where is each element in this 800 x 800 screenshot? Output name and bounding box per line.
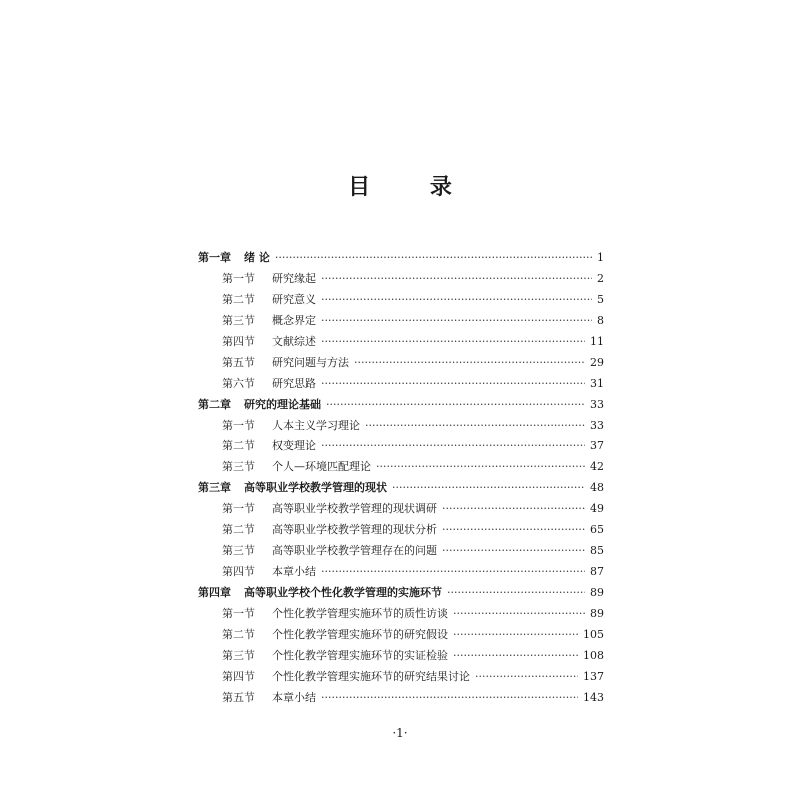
toc-chapter-entry [198,478,604,499]
toc-entry-title: 高等职业学校教学管理的现状调研 [272,502,437,516]
page-number: ·1· [392,726,408,740]
toc-entry-number: 第一节 [222,502,255,516]
dot-leader [321,562,585,583]
toc-entry-page: 89 [590,586,604,599]
toc-entry-title: 文献综述 [272,334,316,348]
toc-section-entry [198,562,604,583]
toc-section-entry [198,688,604,709]
toc-entry-number: 第三节 [222,648,255,662]
toc-entry-number: 第四节 [222,669,255,683]
toc-section-entry [198,353,604,374]
table-of-contents [198,248,604,709]
toc-entry-page: 65 [590,523,604,537]
toc-entry-number: 第三节 [222,460,255,474]
toc-section-entry [198,269,604,290]
toc-entry-number: 第三章 [198,481,231,495]
toc-entry-number: 第五节 [222,690,255,704]
dot-leader [354,353,585,374]
toc-section-entry [198,604,604,625]
page-title: 目 录 [348,175,478,200]
toc-entry-number: 第一节 [222,418,255,432]
toc-section-entry [198,646,604,667]
toc-entry-page: 2 [597,271,604,285]
toc-section-entry [198,374,604,395]
dot-leader [475,667,578,688]
toc-entry-title: 个性化教学管理实施环节的研究结果讨论 [272,669,470,683]
toc-entry-title: 研究意义 [272,292,316,306]
toc-section-entry [198,520,604,541]
toc-entry-title: 高等职业学校个性化教学管理的实施环节 [244,586,442,599]
toc-entry-page: 5 [597,292,604,306]
toc-entry-title: 高等职业学校教学管理存在的问题 [272,544,437,558]
toc-section-entry [198,416,604,437]
toc-chapter-entry [198,583,604,604]
toc-entry-page: 31 [590,376,604,390]
toc-section-entry [198,499,604,520]
toc-entry-title: 本章小结 [272,565,316,579]
toc-entry-title: 概念界定 [272,313,316,327]
toc-entry-number: 第四章 [198,586,231,599]
toc-section-entry [198,332,604,353]
toc-entry-title: 个人—环境匹配理论 [272,460,371,474]
dot-leader [321,332,585,353]
toc-entry-page: 49 [590,502,604,516]
toc-section-entry [198,625,604,646]
toc-entry-title: 高等职业学校教学管理的现状分析 [272,523,437,537]
toc-entry-page: 143 [583,690,604,704]
toc-entry-page: 48 [590,481,604,495]
toc-entry-page: 8 [597,313,604,327]
toc-entry-number: 第四节 [222,334,255,348]
dot-leader [453,646,578,667]
dot-leader [365,416,585,437]
toc-entry-number: 第四节 [222,565,255,579]
toc-entry-title: 权变理论 [272,439,316,453]
toc-entry-title: 人本主义学习理论 [272,418,360,432]
dot-leader [453,604,585,625]
toc-entry-title: 研究问题与方法 [272,355,349,369]
toc-entry-number: 第二节 [222,292,255,306]
toc-entry-number: 第五节 [222,355,255,369]
toc-entry-page: 108 [583,648,604,662]
toc-entry-page: 89 [590,606,604,620]
toc-entry-number: 第二节 [222,523,255,537]
dot-leader [321,290,592,311]
toc-entry-page: 105 [583,627,604,641]
toc-entry-number: 第一节 [222,606,255,620]
toc-entry-page: 11 [590,334,604,348]
toc-entry-page: 33 [590,418,604,432]
toc-section-entry [198,667,604,688]
dot-leader [442,541,585,562]
dot-leader [392,478,585,499]
toc-entry-title: 研究缘起 [272,271,316,285]
toc-entry-number: 第一章 [198,251,231,264]
toc-section-entry [198,436,604,457]
toc-entry-page: 37 [590,439,604,453]
dot-leader [326,395,585,416]
toc-section-entry [198,541,604,562]
toc-chapter-entry [198,395,604,416]
dot-leader [321,436,585,457]
toc-entry-title: 本章小结 [272,690,316,704]
toc-entry-page: 87 [590,565,604,579]
toc-entry-page: 42 [590,460,604,474]
toc-entry-page: 137 [583,669,604,683]
toc-entry-page: 33 [590,397,604,411]
dot-leader [321,269,592,290]
toc-entry-number: 第六节 [222,376,255,390]
dot-leader [275,248,592,269]
toc-entry-number: 第二节 [222,439,255,453]
dot-leader [376,457,585,478]
toc-section-entry [198,311,604,332]
toc-entry-title: 个性化教学管理实施环节的研究假设 [272,627,448,641]
toc-chapter-entry [198,248,604,269]
dot-leader [321,311,592,332]
toc-entry-page: 29 [590,355,604,369]
toc-entry-number: 第三节 [222,313,255,327]
dot-leader [321,688,578,709]
toc-entry-number: 第二节 [222,627,255,641]
toc-entry-number: 第一节 [222,271,255,285]
dot-leader [447,583,585,604]
toc-entry-title: 个性化教学管理实施环节的质性访谈 [272,606,448,620]
toc-entry-page: 85 [590,544,604,558]
toc-entry-title: 高等职业学校教学管理的现状 [244,481,387,495]
dot-leader [453,625,578,646]
dot-leader [442,520,585,541]
toc-entry-number: 第三节 [222,544,255,558]
toc-entry-title: 研究思路 [272,376,316,390]
dot-leader [442,499,585,520]
toc-entry-title: 个性化教学管理实施环节的实证检验 [272,648,448,662]
dot-leader [321,374,585,395]
toc-entry-title: 研究的理论基础 [244,397,321,411]
toc-entry-page: 1 [597,251,604,264]
toc-section-entry [198,457,604,478]
toc-section-entry [198,290,604,311]
toc-entry-title: 绪 论 [244,251,270,264]
toc-entry-number: 第二章 [198,397,231,411]
